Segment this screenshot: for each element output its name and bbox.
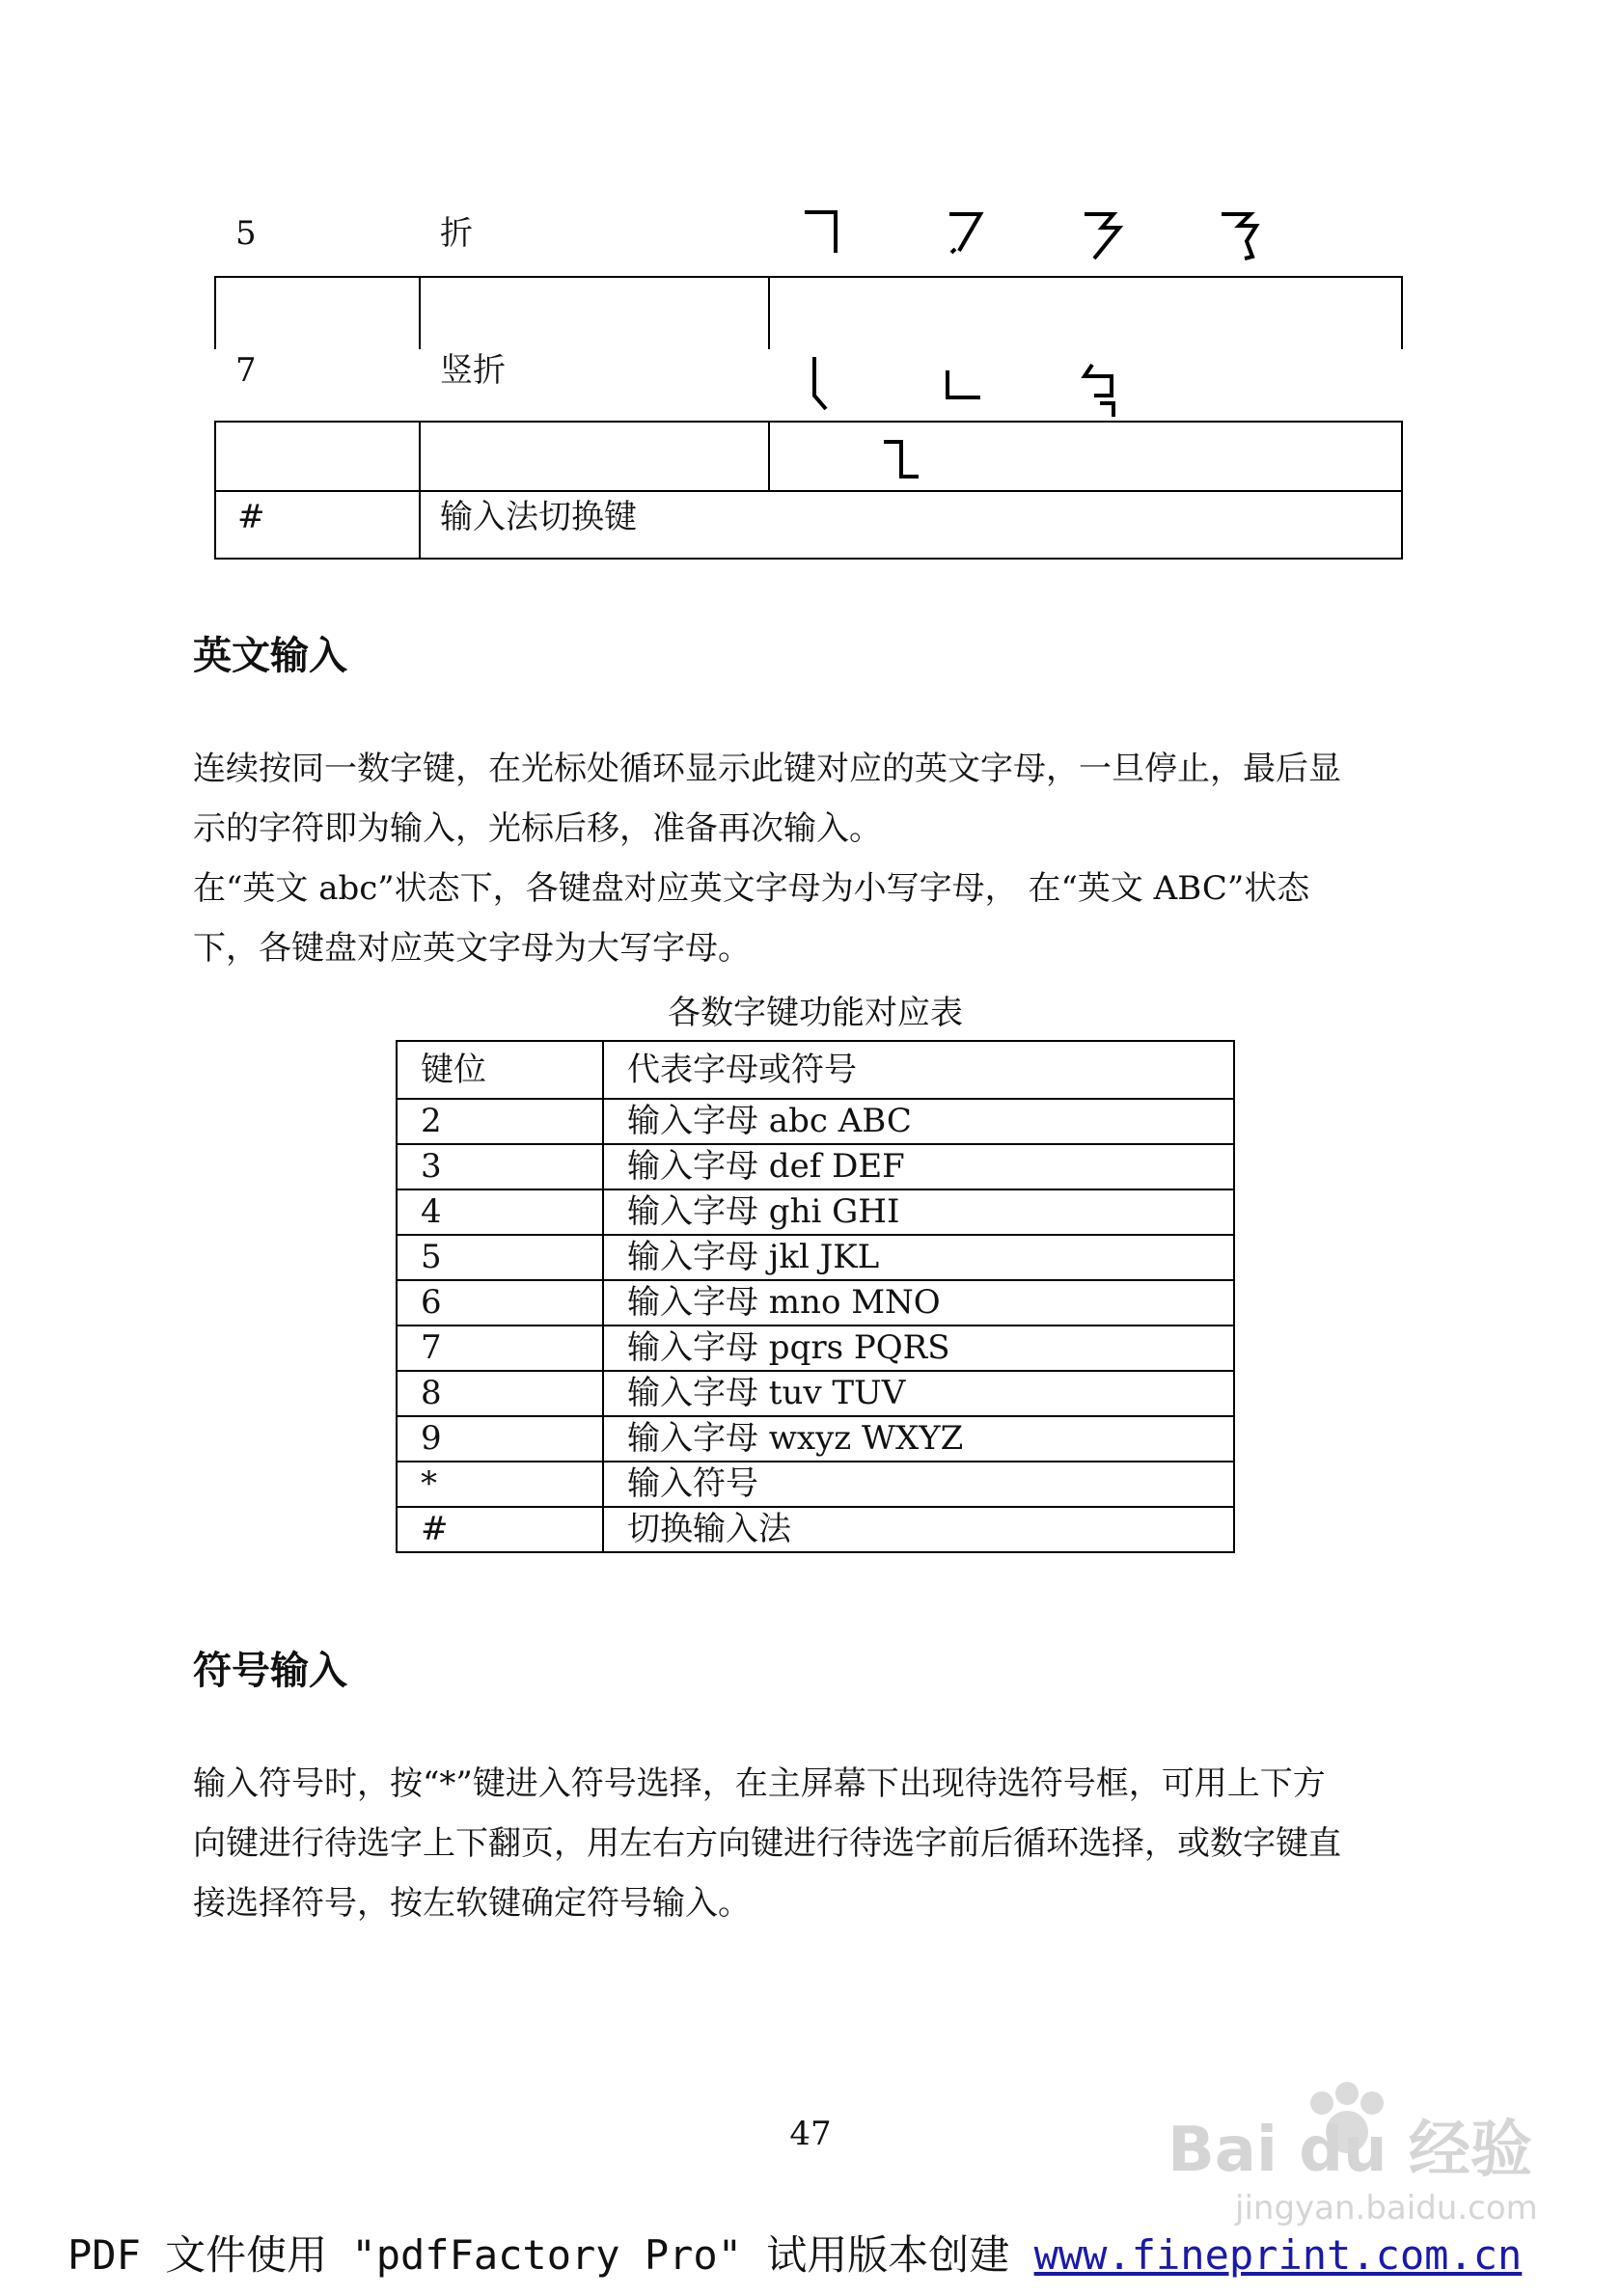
letters-cell: 输入字母 abc ABC	[603, 1099, 1234, 1144]
letters-cell: 输入字母 def DEF	[603, 1144, 1234, 1189]
letters-cell: 输入字母 pqrs PQRS	[603, 1326, 1234, 1371]
stroke-glyph-4	[1222, 214, 1256, 259]
key-table-header-key: 键位	[397, 1041, 603, 1099]
key-cell: #	[397, 1507, 603, 1552]
stroke-glyph-7	[1085, 365, 1113, 417]
heading-symbol-input: 符号输入	[193, 1649, 347, 1693]
stroke-name-vertical-fold: 竖折	[440, 351, 506, 390]
stroke-glyph-5	[814, 357, 826, 409]
key-cell: 6	[397, 1280, 603, 1326]
letters-cell: 输入字母 mno MNO	[603, 1280, 1234, 1326]
vertical-fold-stroke-glyphs	[791, 347, 1196, 424]
key-cell: 5	[397, 1235, 603, 1280]
stroke-key-hash: #	[237, 498, 265, 536]
letters-cell: 输入字母 tuv TUV	[603, 1371, 1234, 1416]
key-cell: *	[397, 1462, 603, 1507]
table-row	[397, 1189, 1234, 1235]
table-row	[397, 1326, 1234, 1371]
english-para-2-line-2: 下，各键盘对应英文字母为大写字母。	[193, 929, 751, 968]
letters-cell: 输入字母 jkl JKL	[603, 1235, 1234, 1280]
watermark-brand: Bai du 经验	[1168, 2115, 1532, 2186]
key-cell: 2	[397, 1099, 603, 1144]
symbol-line-3: 接选择符号，按左软键确定符号输入。	[193, 1884, 751, 1923]
symbol-line-1: 输入符号时，按“*”键进入符号选择，在主屏幕下出现待选符号框，可用上下方	[193, 1764, 1326, 1803]
stroke-glyph-3	[1085, 214, 1119, 259]
heading-english-input: 英文输入	[193, 634, 347, 678]
table-row	[397, 1507, 1234, 1552]
watermark-url: jingyan.baidu.com	[1235, 2189, 1538, 2228]
key-cell: 7	[397, 1326, 603, 1371]
letters-cell: 输入符号	[603, 1462, 1234, 1507]
pdffactory-footer	[68, 2228, 1522, 2282]
key-table-caption: 各数字键功能对应表	[668, 994, 963, 1032]
table-row	[397, 1099, 1234, 1144]
table-row	[397, 1462, 1234, 1507]
stroke-name-fold: 折	[440, 214, 473, 253]
footer-text: PDF 文件使用 "pdfFactory Pro" 试用版本创建	[68, 2231, 1010, 2279]
table-row	[397, 1144, 1234, 1189]
key-cell: 4	[397, 1189, 603, 1235]
english-para-1	[193, 739, 1428, 859]
stroke-glyph-1	[805, 212, 836, 253]
english-para-2	[193, 859, 1428, 978]
table-row	[397, 1371, 1234, 1416]
key-table-header-letters: 代表字母或符号	[603, 1041, 1234, 1099]
english-para-1-line-2: 示的字符即为输入，光标后移，准备再次输入。	[193, 809, 882, 848]
fineprint-link[interactable]: www.fineprint.com.cn	[1033, 2231, 1523, 2279]
stroke-glyph-6	[948, 370, 980, 397]
table-row	[397, 1235, 1234, 1280]
key-cell: 8	[397, 1371, 603, 1416]
stroke-key-5: 5	[235, 214, 257, 253]
stroke-switch-label: 输入法切换键	[440, 498, 637, 536]
stroke-glyph-2	[949, 214, 980, 253]
key-cell: 9	[397, 1416, 603, 1462]
letters-cell: 输入字母 wxyz WXYZ	[603, 1416, 1234, 1462]
symbol-paragraph	[193, 1754, 1428, 1933]
letters-cell: 输入字母 ghi GHI	[603, 1189, 1234, 1235]
stroke-glyph-8	[868, 430, 926, 488]
fold-stroke-glyphs	[791, 203, 1293, 270]
baidu-jingyan-watermark	[1158, 2064, 1563, 2238]
key-function-table	[396, 1040, 1235, 1553]
table-row	[397, 1416, 1234, 1462]
english-para-1-line-1: 连续按同一数字键，在光标处循环显示此键对应的英文字母，一旦停止，最后显	[193, 750, 1341, 788]
english-para-2-line-1: 在“英文 abc”状态下，各键盘对应英文字母为小写字母， 在“英文 ABC”状态	[193, 869, 1310, 908]
page-number: 47	[789, 2115, 832, 2153]
key-table-header-row	[397, 1041, 1234, 1099]
key-cell: 3	[397, 1144, 603, 1189]
letters-cell: 切换输入法	[603, 1507, 1234, 1552]
symbol-line-2: 向键进行待选字上下翻页，用左右方向键进行待选字前后循环选择，或数字键直	[193, 1824, 1341, 1863]
stroke-key-7: 7	[235, 351, 257, 390]
table-row	[397, 1280, 1234, 1326]
